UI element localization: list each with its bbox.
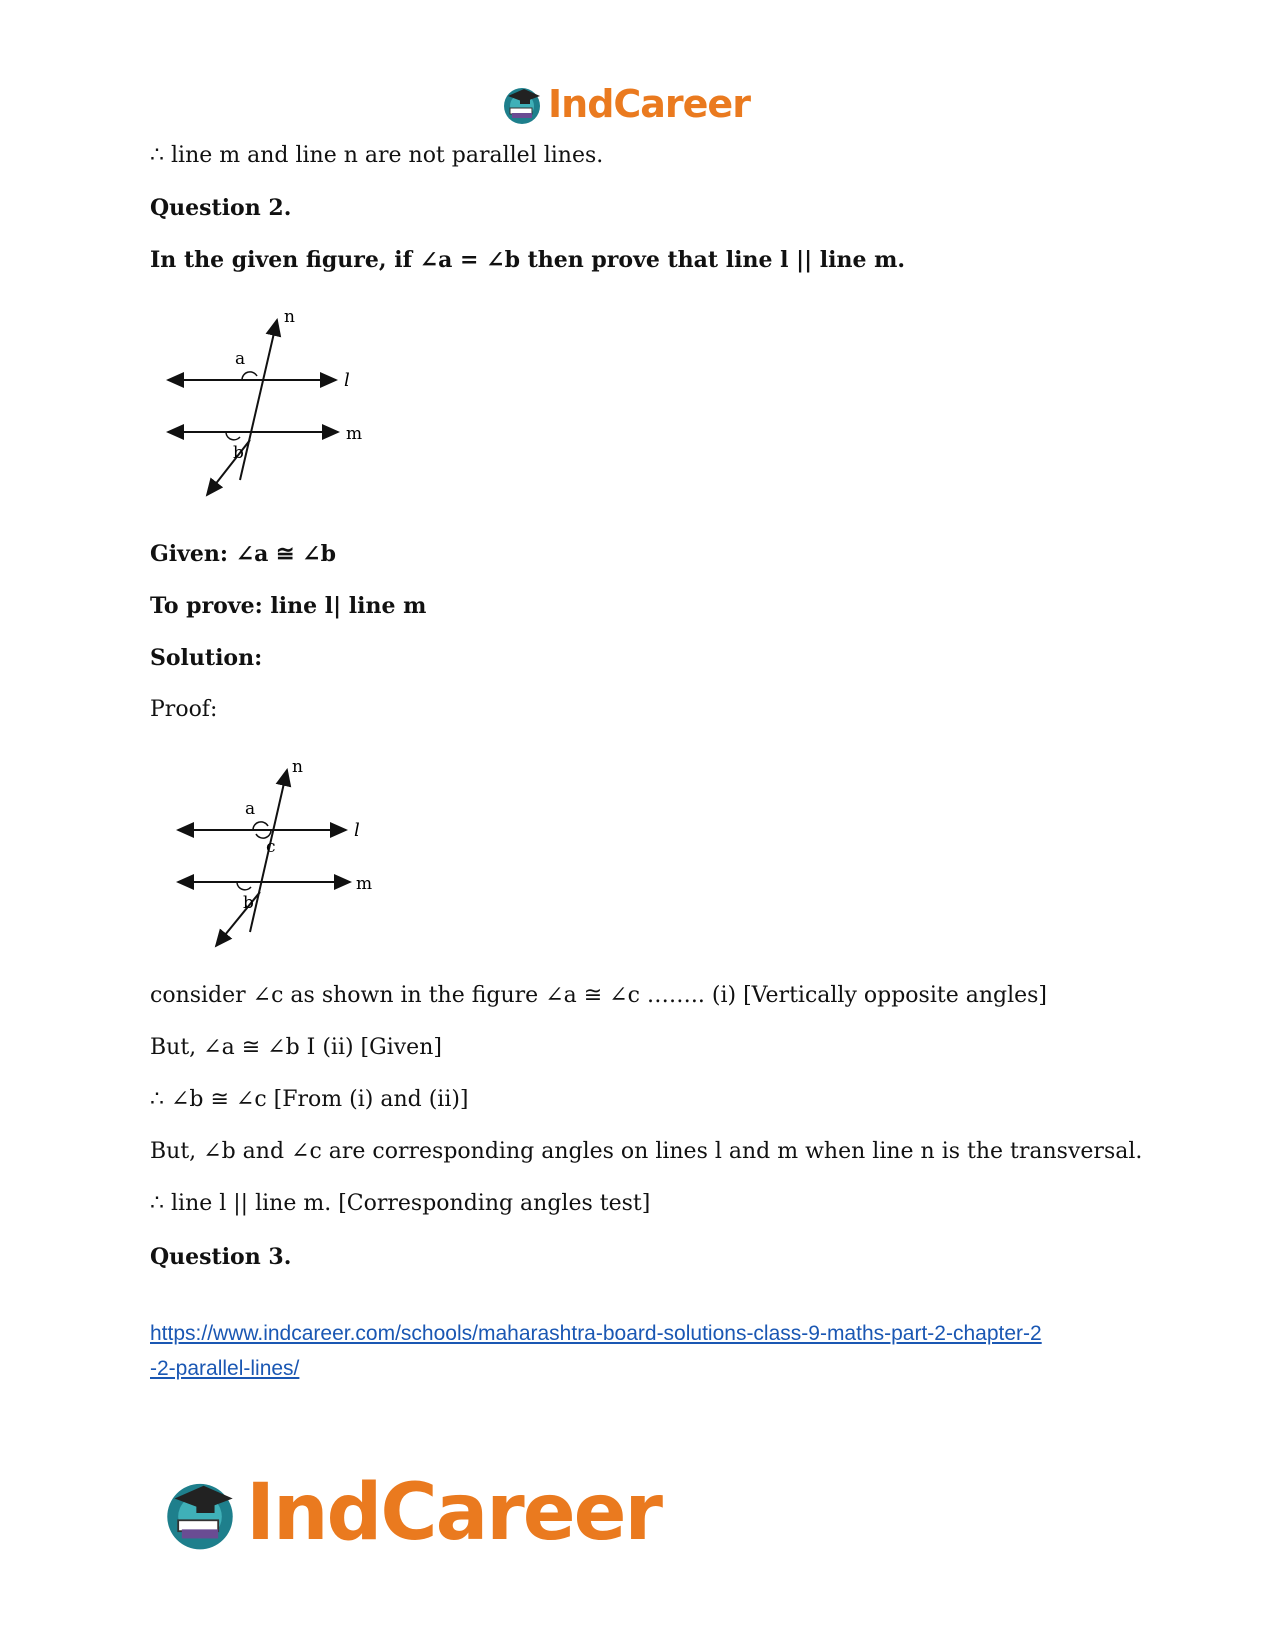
label-l-proof: l — [354, 820, 360, 841]
footer-logo — [160, 1468, 661, 1558]
graduation-cap-globe-icon — [500, 82, 544, 126]
header-logo-text: IndCareer — [548, 82, 750, 126]
proof-step-4: But, ∠b and ∠c are corresponding angles on lines l and m when line n is the transversal. — [150, 1139, 1143, 1164]
question-3-heading: Question 3. — [150, 1244, 292, 1270]
graduation-cap-globe-icon — [160, 1473, 240, 1553]
given-statement: Given: ∠a ≅ ∠b — [150, 541, 336, 567]
label-l: l — [344, 370, 350, 391]
figure-parallel-lines-2 — [160, 752, 390, 972]
label-a-proof: a — [245, 799, 256, 819]
label-n: n — [284, 307, 295, 327]
proof-step-5: ∴ line l || line m. [Corresponding angles test] — [150, 1191, 651, 1216]
label-n-proof: n — [292, 757, 303, 777]
header-logo — [500, 80, 750, 128]
text-line-not-parallel: ∴ line m and line n are not parallel lines. — [150, 143, 604, 168]
question-2-heading: Question 2. — [150, 195, 292, 221]
source-link-line-2[interactable]: -2-parallel-lines/ — [150, 1357, 300, 1380]
proof-step-3: ∴ ∠b ≅ ∠c [From (i) and (ii)] — [150, 1087, 469, 1112]
label-a: a — [235, 349, 246, 369]
figure-parallel-lines-1 — [150, 300, 380, 520]
label-m-proof: m — [356, 874, 373, 894]
label-b: b — [233, 443, 244, 463]
label-c-proof: c — [266, 837, 276, 857]
label-b-proof: b — [243, 893, 254, 913]
transversal-n — [240, 320, 277, 480]
question-2-statement: In the given figure, if ∠a = ∠b then prove that line l || line m. — [150, 247, 906, 273]
source-link-line-1[interactable]: https://www.indcareer.com/schools/maharashtra-board-solutions-class-9-maths-part-2-chapter-2 — [150, 1322, 1042, 1345]
to-prove-statement: To prove: line l| line m — [150, 593, 427, 619]
proof-label: Proof: — [150, 697, 218, 722]
solution-heading: Solution: — [150, 645, 263, 671]
footer-logo-text: IndCareer — [246, 1468, 661, 1558]
proof-step-1: consider ∠c as shown in the figure ∠a ≅ ∠c …….. (i) [Vertically opposite angles] — [150, 983, 1048, 1008]
proof-step-2: But, ∠a ≅ ∠b I (ii) [Given] — [150, 1035, 442, 1060]
label-m: m — [346, 424, 363, 444]
